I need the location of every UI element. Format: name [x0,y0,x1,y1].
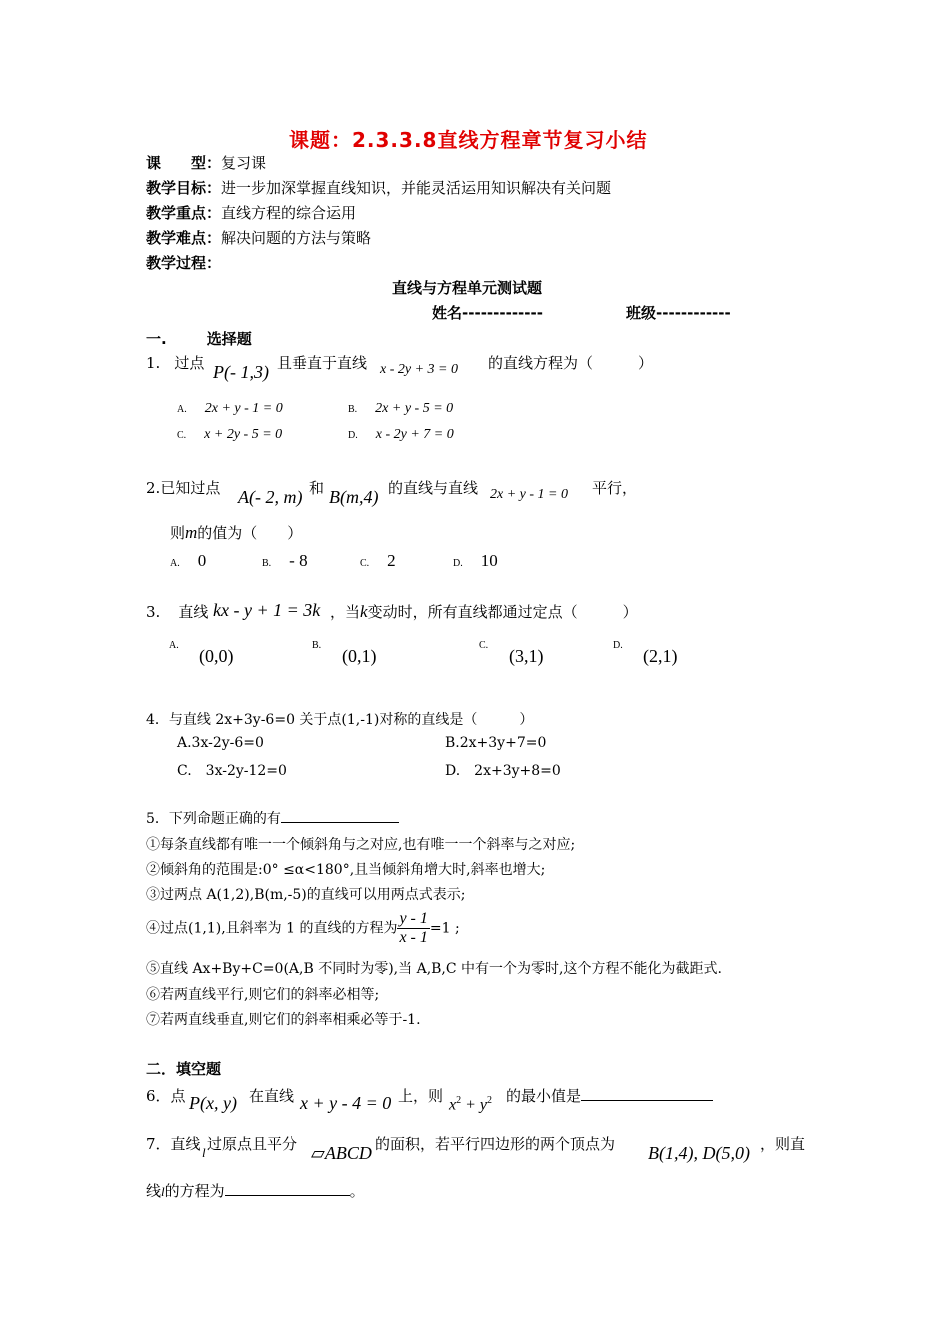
q1-option-a: A. 2x + y - 1 = 0 [177,401,283,416]
q1-point: P(- 1,3) [213,362,269,382]
answer-blank[interactable] [281,808,399,823]
q6-line: x + y - 4 = 0 [300,1093,392,1113]
meta-row-type: 课 型：复习课 [146,154,267,172]
meta-row-goal: 教学目标：进一步加深掌握直线知识，并能灵活运用知识解决有关问题 [146,179,612,197]
q3-option-c: C. [479,640,489,651]
q1-line: x - 2y + 3 = 0 [380,362,458,377]
q2-point-b: B(m,4) [329,487,379,507]
q5-item-1: ①每条直线都有唯一一个倾斜角与之对应,也有唯一一个斜率与之对应; [146,837,576,853]
meta-row-difficulty: 教学难点：解决问题的方法与策略 [146,229,372,247]
q3-option-d: D. [613,640,623,651]
meta-row-focus: 教学重点：直线方程的综合运用 [146,204,357,222]
q4-option-d: D. 2x+3y+8=0 [445,763,561,779]
question-number: 1. [146,354,161,372]
q1-option-c: C. x + 2y - 5 = 0 [177,427,283,442]
q6-point: P(x, y) [189,1093,237,1113]
q7-points: B(1,4), D(5,0) [648,1143,750,1163]
answer-blank[interactable] [225,1181,350,1196]
q5-item-6: ⑥若两直线平行,则它们的斜率必相等; [146,987,380,1003]
class-field: 班级------------ [626,304,731,322]
q1-option-d: D. x - 2y + 7 = 0 [348,427,454,442]
section-choice: 一. 选择题 [146,330,252,348]
page-title: 课题：2.3.3.8直线方程章节复习小结 [289,128,648,152]
q5-item-4: ④过点(1,1),且斜率为 1 的直线的方程为 $\frac{y - 1}{x - 1}$ =1 ; [146,910,460,946]
q1-option-b: B. 2x + y - 5 = 0 [348,401,454,416]
answer-blank[interactable] [581,1086,713,1101]
q6-expr: $x^2 + y^2$ [449,1095,493,1114]
name-field: 姓名------------- [432,304,543,322]
q3-line: kx - y + 1 = 3k [213,600,321,620]
q2-option-b: B. - 8 [262,551,308,570]
q5-item-5: ⑤直线 Ax+By+C=0(A,B 不同时为零),当 A,B,C 中有一个为零时,这个方程不能化为截距式. [146,961,722,977]
q2-option-c: C. 2 [360,551,396,570]
q4-option-c: C. 3x-2y-12=0 [177,763,287,779]
section-fill: 二．填空题 [146,1060,222,1078]
test-title: 直线与方程单元测试题 [392,279,543,297]
q5-item-7: ⑦若两直线垂直,则它们的斜率相乘必等于-1. [146,1012,421,1028]
q4-option-b: B.2x+3y+7=0 [445,735,547,751]
q7-shape: ▱ABCD [311,1143,372,1163]
q3-option-b: B. [312,640,322,651]
q2-option-d: D. 10 [453,551,498,570]
q5-item-3: ③过两点 A(1,2),B(m,-5)的直线可以用两点式表示; [146,887,466,903]
q2-line: 2x + y - 1 = 0 [490,487,568,502]
q4-option-a: A.3x-2y-6=0 [177,735,264,751]
meta-row-process: 教学过程： [146,254,222,272]
q2-point-a: A(- 2, m) [238,487,303,507]
q3-option-a: A. [169,640,179,651]
q2-option-a: A. 0 [170,551,207,570]
q5-item-2: ②倾斜角的范围是:0° ≤α<180°,且当倾斜角增大时,斜率也增大; [146,862,546,878]
